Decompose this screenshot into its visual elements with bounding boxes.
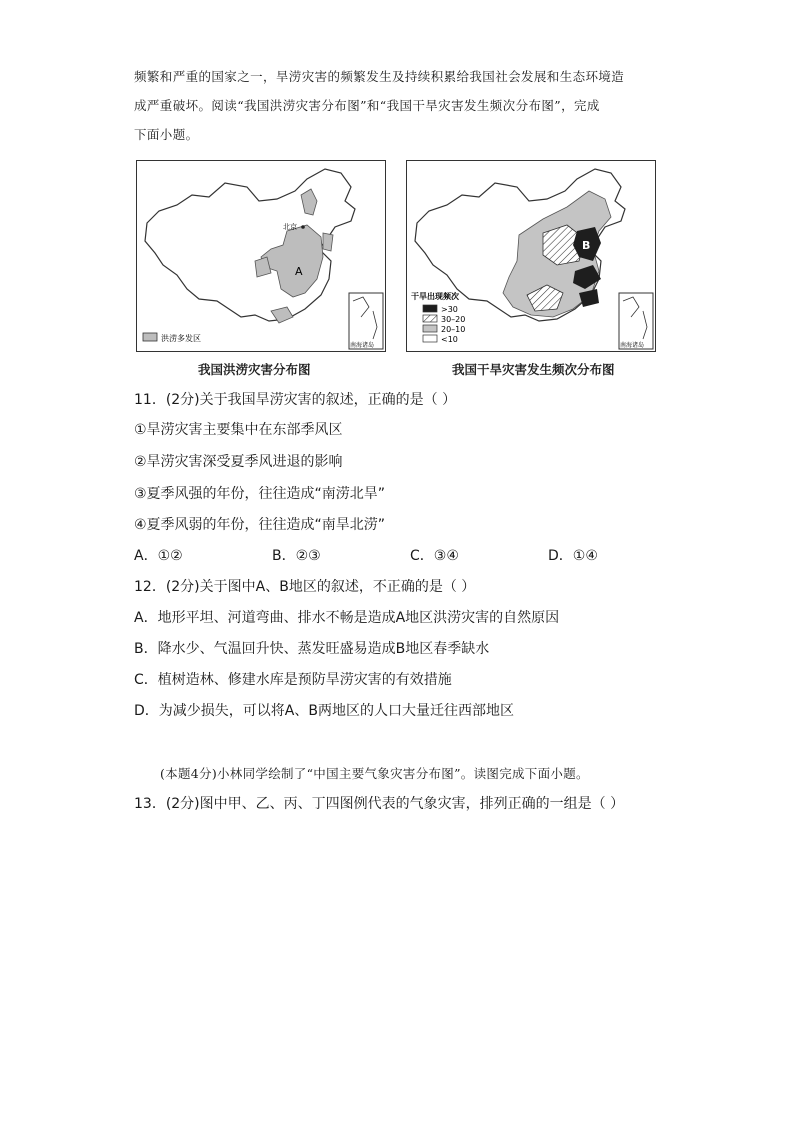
- legend-swatch-lt10: [423, 335, 437, 342]
- label-beijing: 北京: [283, 223, 297, 231]
- inset-label: 南海诸岛: [620, 342, 645, 349]
- legend-gt30: >30: [441, 305, 458, 314]
- legend-swatch: [143, 333, 157, 341]
- q12-option-a[interactable]: A．地形平坦、河道弯曲、排水不畅是造成A地区洪涝灾害的自然原因: [134, 610, 560, 626]
- flood-area-east: [323, 233, 333, 251]
- maps-figure: [136, 160, 656, 382]
- intro-paragraph: [134, 62, 664, 149]
- beijing-marker: [301, 225, 305, 229]
- flood-map-drawing: [137, 161, 385, 351]
- intro-line-2: 成严重破坏。阅读“我国洪涝灾害分布图”和“我国干旱灾害发生频次分布图”，完成: [134, 98, 600, 113]
- legend-lt10: <10: [441, 335, 458, 344]
- label-a: A: [295, 265, 303, 278]
- drought-map-caption: 我国干旱灾害发生频次分布图: [452, 362, 615, 377]
- q12-option-c[interactable]: C．植树造林、修建水库是预防旱涝灾害的有效措施: [134, 672, 452, 688]
- q11-item-1: ①旱涝灾害主要集中在东部季风区: [134, 422, 343, 438]
- legend-30-20: 30–20: [441, 315, 466, 324]
- legend-swatch-30-20: [423, 315, 437, 322]
- q11-option-d[interactable]: D．①④: [548, 548, 598, 564]
- intro-line-3: 下面小题。: [134, 127, 199, 142]
- drought-map-drawing: [407, 161, 655, 351]
- legend-swatch-gt30: [423, 305, 437, 312]
- label-b: B: [582, 239, 591, 252]
- q11-stem: 11．(2分)关于我国旱涝灾害的叙述，正确的是（ ）: [134, 392, 457, 408]
- intro-line-1: 频繁和严重的国家之一，旱涝灾害的频繁发生及持续积累给我国社会发展和生态环境造: [134, 69, 625, 84]
- q12-option-b[interactable]: B．降水少、气温回升快、蒸发旺盛易造成B地区春季缺水: [134, 641, 490, 657]
- q11-item-2: ②旱涝灾害深受夏季风进退的影响: [134, 454, 343, 470]
- q13-intro: (本题4分)小林同学绘制了“中国主要气象灾害分布图”。读图完成下面小题。: [160, 766, 589, 781]
- q11-item-4: ④夏季风弱的年份，往往造成“南旱北涝”: [134, 517, 386, 533]
- inset-label: 南海诸岛: [350, 342, 375, 349]
- flood-map-caption: 我国洪涝灾害分布图: [198, 362, 311, 377]
- legend-title: 干旱出现频次: [411, 292, 459, 301]
- legend-swatch-20-10: [423, 325, 437, 332]
- q11-option-c[interactable]: C．③④: [410, 548, 459, 564]
- drought-map: [406, 160, 656, 352]
- q11-item-3: ③夏季风强的年份，往往造成“南涝北旱”: [134, 486, 386, 502]
- legend-20-10: 20–10: [441, 325, 466, 334]
- legend-label: 洪涝多发区: [161, 334, 201, 343]
- q11-option-b[interactable]: B．②③: [272, 548, 321, 564]
- q11-option-a[interactable]: A．①②: [134, 548, 183, 564]
- flood-map: [136, 160, 386, 352]
- q13-stem: 13．(2分)图中甲、乙、丙、丁四图例代表的气象灾害，排列正确的一组是（ ）: [134, 796, 625, 812]
- q12-stem: 12．(2分)关于图中A、B地区的叙述，不正确的是（ ）: [134, 579, 476, 595]
- q12-option-d[interactable]: D．为减少损失，可以将A、B两地区的人口大量迁往西部地区: [134, 703, 514, 719]
